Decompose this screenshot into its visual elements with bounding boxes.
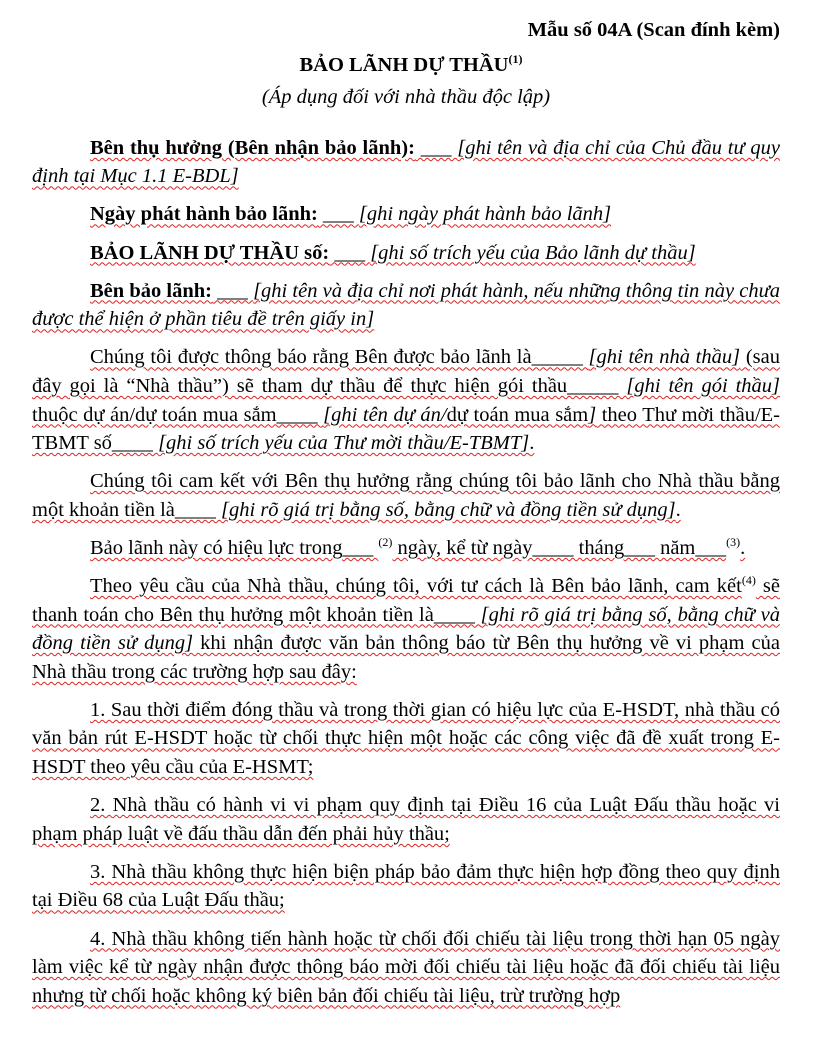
text-run: 2. Nhà thầu có hành vi vi phạm quy định tại Điều 16 của Luật Đấu thầu hoặc vi phạm pháp luật về đấu thầu dẫn đến phải hủy thầu; [32,794,780,845]
text-run: thuộc dự án/dự toán mua sắm____ [32,403,324,426]
title-footnote: (1) [508,51,523,66]
instruction-note: [ghi ngày phát hành bảo lãnh] [358,203,612,226]
instruction-note: [ghi số trích yếu của Bảo lãnh dự thầu] [370,241,696,264]
paragraph-6 [32,467,780,524]
document-page [32,16,780,1020]
instruction-note: [ghi rõ giá trị bằng số, bằng chữ và đồng tiền sử dụng] [32,603,780,655]
text-run: 4. Nhà thầu không tiến hành hoặc từ chối đối chiếu tài liệu trong thời hạn 05 ngày làm việc kể từ ngày nhận được thông báo mời đối chiếu tài liệu hoặc đã đối chiếu tài liệu nhưng từ chối hoặc không ký biên bản đối chiếu tài liệu, trừ trường hợp [32,927,780,1007]
field-label: Ngày phát hành bảo lãnh: [90,203,318,226]
instruction-note: [ghi tên và địa chỉ nơi phát hành, nếu những thông tin này chưa được thể hiện ở phần tiêu đề trên giấy in] [32,279,780,331]
text-run: Chúng tôi cam kết với Bên thụ hưởng rằng chúng tôi bảo lãnh cho Nhà thầu bằng một khoản tiền là____ [32,470,780,521]
field-label: Bên thụ hưởng (Bên nhận bảo lãnh): [90,136,415,159]
text-run: 1. Sau thời điểm đóng thầu và trong thời gian có hiệu lực của E-HSDT, nhà thầu có văn bản rút E-HSDT hoặc từ chối thực hiện một hoặc các công việc đã đề xuất trong E-HSDT theo yêu cầu của E-HSMT; [32,698,780,779]
instruction-note: [ghi tên nhà thầu] [588,346,741,369]
text-run: Chúng tôi được thông báo rằng Bên được bảo lãnh là_____ [90,346,589,369]
text-run: ___ [414,136,458,159]
instruction-note: [ghi rõ giá trị bằng số, bằng chữ và đồng tiền sử dụng] [221,498,676,521]
instruction-note: [ghi tên và địa chỉ của Chủ đầu tư quy định tại Mục 1.1 E-BDL] [32,136,781,188]
document-body [32,134,780,1011]
footnote-ref: (2) [378,535,393,550]
paragraph-2 [32,200,780,229]
paragraph-3 [32,239,780,268]
text-run: . [529,432,535,455]
paragraph-10 [32,791,780,848]
text-run: ___ [211,279,254,302]
footnote-ref: (4) [741,573,756,588]
paragraph-12 [32,925,780,1011]
text-run: 3. Nhà thầu không thực hiện biện pháp bảo đảm thực hiện hợp đồng theo quy định tại Điều 68 của Luật Đấu thầu; [32,860,780,912]
text-run: . [740,536,746,559]
text-run: (sau đây gọi là “Nhà thầu”) sẽ tham dự thầu để thực hiện gói thầu_____ [32,346,780,397]
text-run: theo Thư mời thầu/E-TBMT số____ [32,403,780,455]
text-run: khi nhận được văn bản thông báo từ Bên thụ hưởng về vi phạm của Nhà thầu trong các trường hợp sau đây: [32,632,780,683]
text-run: dự toán mua sắm [446,403,589,426]
paragraph-8 [32,572,780,686]
paragraph-11 [32,858,780,915]
field-label: BẢO LÃNH DỰ THẦU số: [90,241,330,264]
paragraph-1 [32,134,780,191]
document-subtitle: (Áp dụng đối với nhà thầu độc lập) [261,86,551,109]
paragraph-9 [32,696,780,782]
paragraph-5 [32,343,780,457]
text-run: ngày, kể từ ngày____ tháng___ năm___ [392,536,727,559]
field-label: Bên bảo lãnh: [90,279,212,302]
text-run: Bảo lãnh này có hiệu lực trong___ [90,536,379,559]
text-run: ___ [317,203,359,226]
paragraph-4 [32,277,780,334]
paragraph-7 [32,534,780,563]
form-number: Mẫu số 04A (Scan đính kèm) [527,19,780,41]
instruction-note: [ghi tên gói thầu] [626,374,780,397]
text-run: . [675,498,681,521]
title-text: BẢO LÃNH DỰ THẦU [299,53,509,76]
text-run: sẽ thanh toán cho Bên thụ hưởng một khoản tiền là____ [32,575,781,626]
text-run: Theo yêu cầu của Nhà thầu, chúng tôi, với tư cách là Bên bảo lãnh, cam kết [90,575,742,597]
document-title [32,51,780,80]
footnote-ref: (3) [726,535,741,550]
text-run: ___ [329,241,371,264]
instruction-note: ] [588,403,597,426]
instruction-note: [ghi số trích yếu của Thư mời thầu/E-TBMT] [158,432,530,455]
instruction-note: [ghi tên dự án/ [323,403,447,426]
